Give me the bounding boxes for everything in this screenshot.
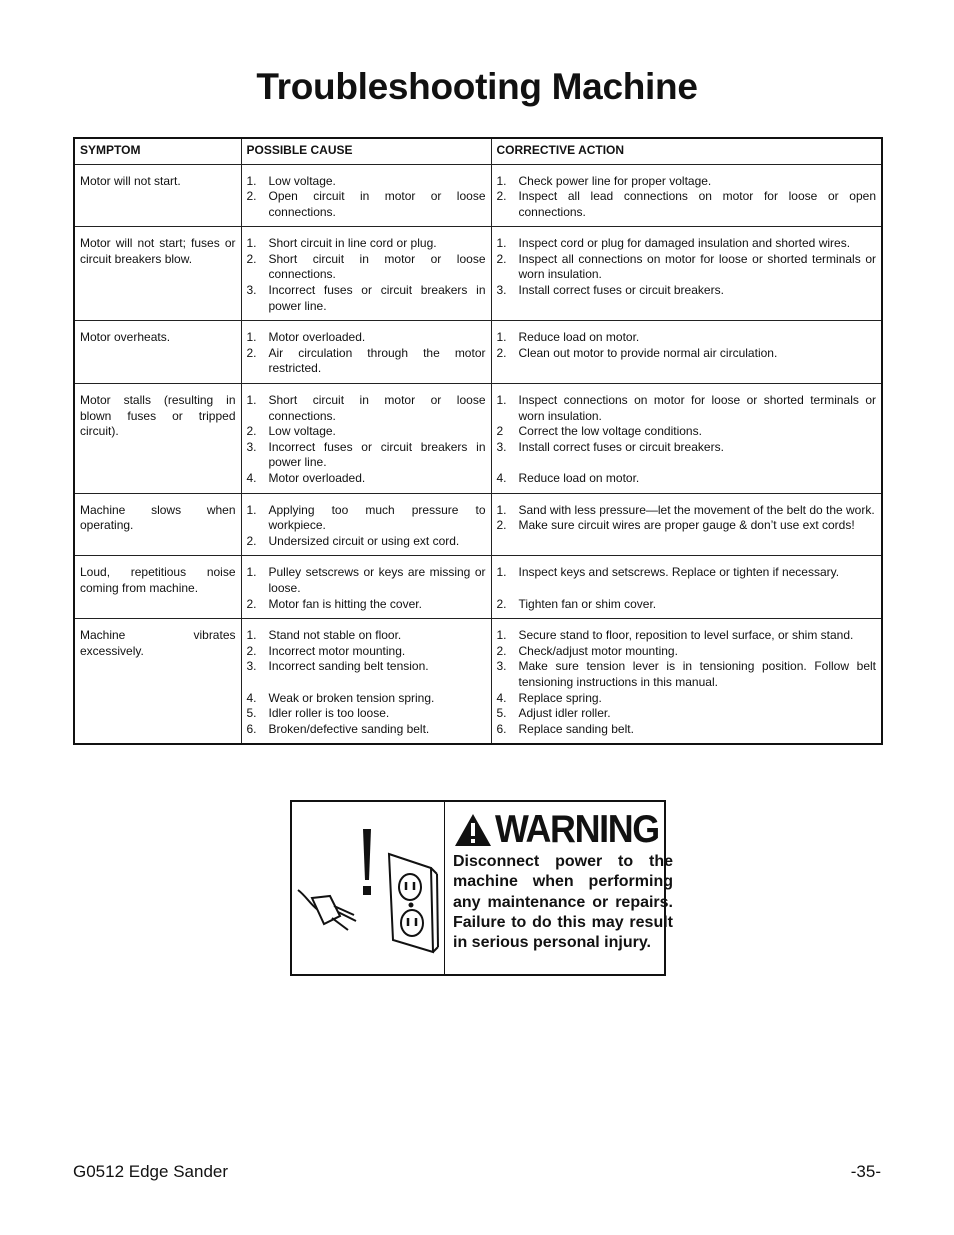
item-text: Install correct fuses or circuit breakers. <box>518 283 724 298</box>
header-corrective-action: CORRECTIVE ACTION <box>491 138 882 164</box>
cause-item <box>247 346 486 377</box>
item-text: Stand not stable on floor. <box>268 628 402 643</box>
symptom-cell: Motor will not start; fuses or circuit breakers blow. <box>74 227 241 321</box>
item-text: Motor overloaded. <box>268 471 366 485</box>
item-text: Undersized circuit or using ext cord. <box>268 533 460 548</box>
table-body <box>74 164 882 744</box>
item-text: Correct the low voltage conditions. <box>518 424 702 439</box>
item-number: 2. <box>496 518 507 533</box>
cause-item <box>247 706 486 722</box>
item-number: 1. <box>246 628 257 643</box>
item-number: 2 <box>496 424 504 439</box>
warning-illustration <box>292 802 445 974</box>
warning-illustration-svg <box>292 802 444 974</box>
item-text: Reduce load on motor. <box>518 471 640 485</box>
item-text: Incorrect sanding belt tension. <box>268 659 429 674</box>
action-cell <box>491 384 882 494</box>
item-text: Replace spring. <box>518 690 602 705</box>
item-text: Clean out motor to provide normal air circulation. <box>518 345 778 360</box>
item-number: 1. <box>246 330 257 345</box>
item-number: 1. <box>496 565 507 580</box>
cause-item <box>247 283 486 314</box>
item-text: Applying too much pressure to workpiece. <box>268 502 486 533</box>
table-row <box>74 384 882 494</box>
warning-triangle-icon <box>453 812 493 848</box>
item-text: Short circuit in line cord or plug. <box>268 236 437 251</box>
item-number: 1. <box>496 173 507 188</box>
action-cell <box>491 164 882 227</box>
item-text: Short circuit in motor or loose connections. <box>268 393 486 423</box>
cause-item <box>247 471 486 487</box>
symptom-cell: Motor will not start. <box>74 164 241 227</box>
cause-item <box>247 628 486 644</box>
action-item <box>497 236 877 252</box>
item-text: Install correct fuses or circuit breakers. <box>518 439 724 454</box>
item-number: 1. <box>496 502 507 517</box>
item-text: Secure stand to floor, reposition to level surface, or shim stand. <box>518 628 854 643</box>
item-number: 6. <box>496 721 507 736</box>
item-text: Inspect all connections on motor for loose or shorted terminals or worn insulation. <box>518 251 876 282</box>
item-number: 2. <box>496 643 507 658</box>
item-text: Pulley setscrews or keys are missing or loose. <box>268 565 486 595</box>
item-number: 1. <box>246 502 257 517</box>
item-text: Air circulation through the motor restricted. <box>268 345 486 376</box>
action-cell <box>491 556 882 619</box>
action-item <box>497 440 877 456</box>
item-text: Short circuit in motor or loose connections. <box>268 251 486 282</box>
item-number: 1. <box>246 173 257 188</box>
table-row <box>74 556 882 619</box>
power-plug-icon <box>298 890 356 930</box>
action-item <box>497 722 877 738</box>
cause-item <box>247 503 486 534</box>
action-cell <box>491 321 882 384</box>
item-number: 4. <box>496 690 507 705</box>
cause-cell <box>241 321 491 384</box>
troubleshooting-table <box>73 137 883 745</box>
item-text: Make sure tension lever is in tensioning position. Follow belt tensioning instructions in this manual. <box>518 659 876 689</box>
symptom-cell: Motor overheats. <box>74 321 241 384</box>
item-number: 3. <box>246 283 257 298</box>
item-text: Inspect cord or plug for damaged insulation and shorted wires. <box>518 236 851 251</box>
item-number: 1. <box>246 236 257 251</box>
action-item <box>497 189 877 220</box>
table-header-row <box>74 138 882 164</box>
warning-box <box>290 800 673 976</box>
item-number: 4. <box>246 471 257 485</box>
item-text: Adjust idler roller. <box>518 706 611 721</box>
action-cell <box>491 493 882 556</box>
item-number: 2. <box>246 424 257 439</box>
cause-item <box>247 189 486 220</box>
item-number: 1. <box>496 330 507 345</box>
action-item <box>497 330 877 346</box>
item-text: Low voltage. <box>268 424 336 439</box>
cause-item <box>247 440 486 471</box>
cause-item <box>247 597 486 613</box>
item-text: Inspect keys and setscrews. Replace or tighten if necessary. <box>518 565 840 580</box>
item-number: 2. <box>246 189 257 204</box>
cause-item <box>247 252 486 283</box>
item-number: 2. <box>496 189 507 204</box>
action-item <box>497 518 877 534</box>
item-number: 2. <box>246 643 257 658</box>
symptom-cell: Loud, repetitious noise coming from machine. <box>74 556 241 619</box>
item-number: 3. <box>496 283 507 298</box>
action-item <box>497 644 877 660</box>
action-item <box>497 628 877 644</box>
item-text: Inspect all lead connections on motor for loose or open connections. <box>518 189 876 219</box>
item-text: Incorrect motor mounting. <box>268 643 406 658</box>
item-number: 2. <box>496 251 507 266</box>
action-item <box>497 424 877 440</box>
wall-outlet-icon <box>389 854 438 952</box>
action-cell <box>491 227 882 321</box>
symptom-cell: Machine vibrates excessively. <box>74 619 241 745</box>
item-text: Inspect connections on motor for loose or shorted terminals or worn insulation. <box>518 393 876 423</box>
action-item <box>497 393 877 424</box>
action-item <box>497 706 877 722</box>
item-number: 3. <box>496 659 507 674</box>
item-number: 2. <box>246 533 257 548</box>
cause-item <box>247 565 486 596</box>
item-number: 2. <box>496 596 507 611</box>
item-text: Weak or broken tension spring. <box>268 690 435 705</box>
item-text: Low voltage. <box>268 173 336 188</box>
item-number: 1. <box>246 565 257 580</box>
cause-cell <box>241 619 491 745</box>
item-text: Reduce load on motor. <box>518 330 640 345</box>
action-item <box>497 174 877 190</box>
header-symptom: SYMPTOM <box>74 138 241 164</box>
cause-item <box>247 174 486 190</box>
header-possible-cause: POSSIBLE CAUSE <box>241 138 491 164</box>
cause-item <box>247 722 486 738</box>
item-number: 2. <box>246 596 257 611</box>
item-number: 2. <box>246 251 257 266</box>
cause-cell <box>241 556 491 619</box>
item-number: 3. <box>246 439 257 454</box>
action-item <box>497 659 877 690</box>
item-number: 4. <box>496 471 507 485</box>
cause-item <box>247 659 486 675</box>
item-text: Make sure circuit wires are proper gauge & don’t use ext cords! <box>518 518 855 533</box>
item-number: 5. <box>246 706 257 721</box>
item-text: Check power line for proper voltage. <box>518 173 712 188</box>
page-title: Troubleshooting Machine <box>256 66 698 107</box>
item-number: 2. <box>496 345 507 360</box>
action-item <box>497 283 877 299</box>
action-item <box>497 346 877 362</box>
symptom-cell: Motor stalls (resulting in blown fuses or tripped circuit). <box>74 384 241 494</box>
item-text: Tighten fan or shim cover. <box>518 596 657 611</box>
item-text: Motor fan is hitting the cover. <box>268 596 422 611</box>
cause-item <box>247 393 486 424</box>
item-text: Motor overloaded. <box>268 330 366 345</box>
table-row <box>74 164 882 227</box>
exclamation-icon <box>363 829 371 895</box>
cause-item <box>247 424 486 440</box>
item-text: Open circuit in motor or loose connections. <box>268 189 486 219</box>
warning-text: Disconnect power to the machine when performing any maintenance or repairs. Failure to do this may result in serious personal injury. <box>453 853 673 952</box>
cause-cell <box>241 164 491 227</box>
item-number: 1. <box>496 628 507 643</box>
item-number: 5. <box>496 706 507 721</box>
item-number: 3. <box>246 659 257 674</box>
item-number: 1. <box>496 393 507 408</box>
item-text: Check/adjust motor mounting. <box>518 643 678 658</box>
warning-content <box>445 802 679 974</box>
item-number: 1. <box>496 236 507 251</box>
action-item <box>497 471 877 487</box>
warning-heading <box>453 809 673 851</box>
action-item <box>497 691 877 707</box>
footer-page-number: -35- <box>850 1162 881 1181</box>
item-text: Sand with less pressure—let the movement of the belt do the work. <box>518 502 875 517</box>
item-text: Idler roller is too loose. <box>268 706 390 721</box>
item-number: 2. <box>246 345 257 360</box>
action-item <box>497 597 877 613</box>
item-text: Replace sanding belt. <box>518 721 634 736</box>
action-item <box>497 252 877 283</box>
item-text: Incorrect fuses or circuit breakers in power line. <box>268 439 486 470</box>
warning-label: WARNING <box>495 808 659 851</box>
table-row <box>74 619 882 745</box>
table-row <box>74 493 882 556</box>
item-number: 1. <box>246 393 257 408</box>
item-text: Incorrect fuses or circuit breakers in power line. <box>268 283 486 313</box>
table-row <box>74 227 882 321</box>
cause-item <box>247 330 486 346</box>
action-item <box>497 565 877 581</box>
cause-item <box>247 534 486 550</box>
item-number: 4. <box>246 690 257 705</box>
cause-item <box>247 644 486 660</box>
cause-cell <box>241 227 491 321</box>
cause-item <box>247 691 486 707</box>
table-row <box>74 321 882 384</box>
cause-item <box>247 236 486 252</box>
item-number: 3. <box>496 439 507 454</box>
footer-model: G0512 Edge Sander <box>73 1162 229 1181</box>
cause-cell <box>241 384 491 494</box>
action-cell <box>491 619 882 745</box>
item-number: 6. <box>246 721 257 736</box>
symptom-cell: Machine slows when operating. <box>74 493 241 556</box>
action-item <box>497 503 877 519</box>
cause-cell <box>241 493 491 556</box>
item-text: Broken/defective sanding belt. <box>268 721 430 736</box>
